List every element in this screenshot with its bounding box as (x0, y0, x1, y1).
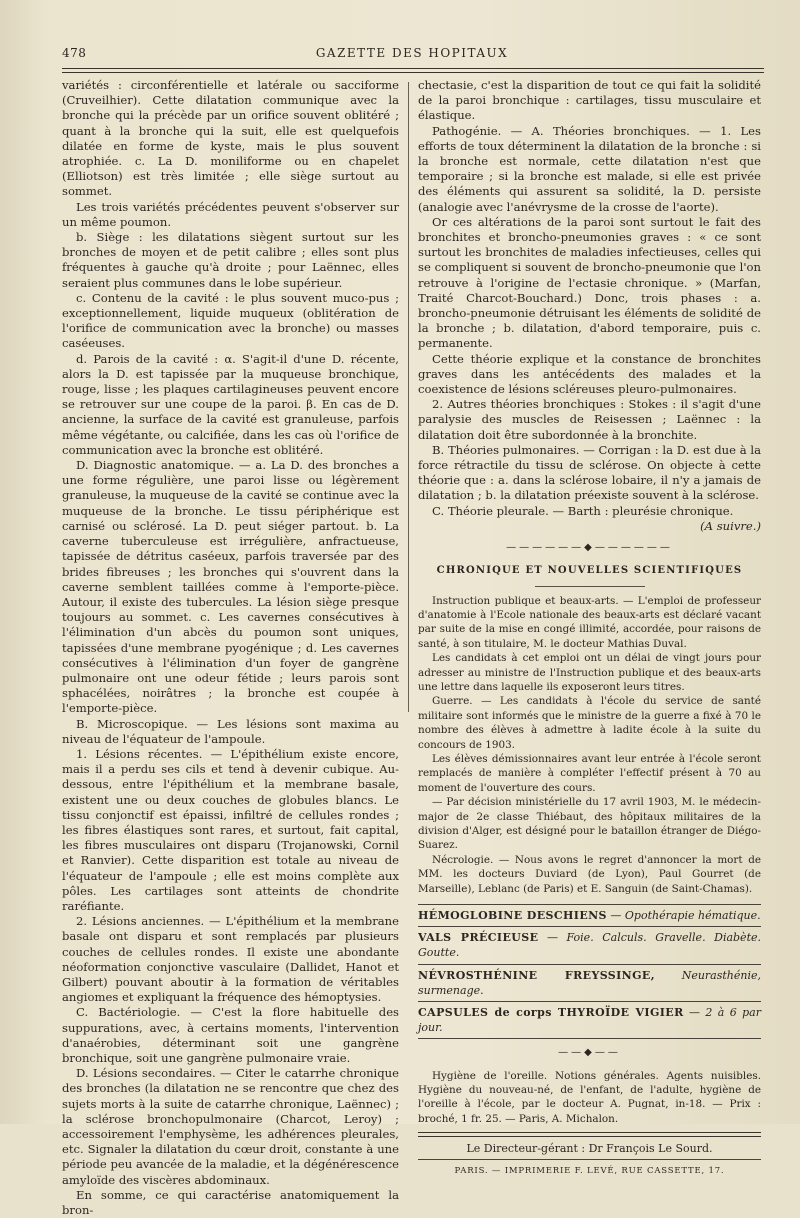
paragraph: c. Contenu de la cavité : le plus souvent muco-pus ; exceptionnellement, liquide muqueux (oblitération de l'orifice de communication avec la bronche) ou masses caséeuses. (62, 290, 399, 351)
book-notice: Hygiène de l'oreille. Notions générales. Agents nuisibles. Hygiène du nouveau-né, de l'enfant, de l'adulte, hygiène de l'oreille à l'école, par le docteur A. Pugnat, in-18. — Prix : broché, 1 fr. 25. — Paris, A. Michalon. (418, 1069, 761, 1125)
news-item: Les candidats à cet emploi ont un délai de vingt jours pour adresser au ministre de l'Instruction publique et des beaux-arts une lettre dans laquelle ils exposeront leurs titres. (418, 652, 761, 693)
advertisement (418, 968, 761, 998)
ad-rule (418, 1001, 761, 1002)
ad-product-name: HÉMOGLOBINE DESCHIENS (418, 909, 607, 923)
journal-title: GAZETTE DES HOPITAUX (315, 46, 509, 60)
ad-description: Neurasthénie, surmenage. (418, 968, 761, 997)
paragraph: Pathogénie. — A. Théories bronchiques. — 1. Les efforts de toux déterminent la dilatation de la bronche : si la bronche est normale, cette dilatation n'est que temporaire ; si la bronche est malade, si elle est privée des éléments qui assurent sa solidité, la D. persiste (analogie avec l'anévrysme de la crosse de l'aorte). (418, 123, 761, 214)
page-number: 478 (62, 46, 87, 60)
title-rule (535, 586, 645, 587)
printer-line: PARIS. — IMPRIMERIE F. LEVÉ, RUE CASSETTE, 17. (454, 1166, 725, 1177)
paragraph: En somme, ce qui caractérise anatomiquement la bron- (62, 1187, 399, 1218)
column-separator (408, 82, 409, 712)
paragraph: Cette théorie explique et la constance de bronchites graves dans les antécédents des malades et la coexistence de lésions scléreuses pleuro-pulmonaires. (418, 351, 761, 397)
news-item: Les élèves démissionnaires avant leur entrée à l'école seront remplacés de manière à compléter l'effectif présent à 70 au moment de l'ouverture des cours. (418, 752, 761, 794)
ornament-divider: ——◆—— (558, 1047, 621, 1059)
advertisement (418, 1005, 761, 1035)
paragraph: variétés : circonférentielle et latérale ou sacciforme (Cruveilhier). Cette dilatation communique avec la bronche qui la précède par un orifice souvent oblitéré ; quant à la bronche qui la suit, elle est quelquefois dilatée en forme de kyste, mais le plus souvent atrophiée. c. La D. moniliforme ou en chapelet (Elliotson) est très limitée ; elle siège surtout au sommet. (62, 78, 399, 199)
news-item: Guerre. — Les candidats à l'école du service de santé militaire sont informés que le ministre de la guerre a fixé à 70 le nombre des élèves à admettre à ladite école à la suite du concours de 1903. (418, 695, 761, 751)
news-item: Nécrologie. — Nous avons le regret d'annoncer la mort de MM. les docteurs Duviard (de Lyon), Paul Gourret (de Marseille), Leblanc (de Paris) et E. Sanguin (de Saint-Chamas). (418, 853, 761, 895)
to-be-continued: (A suivre.) (700, 518, 761, 533)
news-item: Instruction publique et beaux-arts. — L'emploi de professeur d'anatomie à l'Ecole nationale des beaux-arts est déclaré vacant par suite de la mise en congé illimité, accordée, pour raisons de santé, à son titulaire, M. le docteur Mathias Duval. (418, 594, 761, 650)
footer-rule (418, 1132, 761, 1137)
ad-rule (418, 1038, 761, 1039)
news-item: — Par décision ministérielle du 17 avril 1903, M. le médecin-major de 2e classe Thiébaut, des hôpitaux militaires de la division d'Alger, est désigné pour le bataillon étranger de Diégo-Suarez. (418, 796, 761, 852)
paragraph: Les trois variétés précédentes peuvent s'observer sur un même poumon. (62, 199, 399, 229)
left-column (62, 78, 399, 1218)
paragraph: B. Théories pulmonaires. — Corrigan : la D. est due à la force rétractile du tissu de sclérose. On objecte à cette théorie que : a. dans la sclérose lobaire, il n'y a jamais de dilatation ; b. la dilatation préexiste souvent à la sclérose. (418, 442, 761, 503)
footer-thin-rule (418, 1159, 761, 1160)
paragraph: chectasie, c'est la disparition de tout ce qui fait la solidité de la paroi bronchique : cartilages, tissu musculaire et élastique. (418, 78, 761, 123)
advertisement (418, 908, 761, 923)
paragraph: 2. Lésions anciennes. — L'épithélium et la membrane basale ont disparu et sont remplacés par plusieurs couches de cellules rondes. Il existe une abondante néoformation conjonctive vasculaire (Dallidet, Hanot et Gilbert) pouvant aboutir à la formation de véritables angiomes et expliquant la fréquence des hémoptysies. (62, 914, 399, 1005)
paragraph: C. Théorie pleurale. — Barth : pleurésie chronique. (432, 503, 734, 518)
paragraph: Or ces altérations de la paroi sont surtout le fait des bronchites et broncho-pneumonies graves : « ce sont surtout les bronchites de maladies infectieuses, celles qui se compliquent si souvent de broncho-pneumonie que l'on retrouve à l'origine de l'ectasie chronique. » (Marfan, Traité Charcot-Bouchard.) Donc, trois phases : a. broncho-pneumonie détruisant les éléments de solidité de la bronche ; b. dilatation, d'abord temporaire, puis c. permanente. (418, 214, 761, 351)
ad-product-name: NÉVROSTHÉNINE FREYSSINGE, (418, 968, 655, 982)
ad-description: — Opothérapie hématique. (610, 909, 761, 923)
paragraph: 1. Lésions récentes. — L'épithélium existe encore, mais il a perdu ses cils et tend à devenir cubique. Au-dessous, entre l'épithélium et la membrane basale, existent une ou deux couches de globules blancs. Le tissu conjonctif est épaissi, infiltré de cellules rondes ; les fibres élastiques sont rares, et surtout, fait capital, les fibres musculaires ont disparu (Trojanowski, Cornil et Ranvier). Cette disparition est totale au niveau de l'équateur de l'ampoule ; elle est moins complète aux pôles. Les cartilages sont atteints de chondrite raréfiante. (62, 746, 399, 913)
paragraph: D. Diagnostic anatomique. — a. La D. des bronches a une forme régulière, une paroi lisse ou légèrement granuleuse, la muqueuse de la cavité se continue avec la muqueuse de la bronche. Le tissu périphérique est carnisé ou sclérosé. La D. peut siéger partout. b. La caverne tuberculeuse est irrégulière, anfractueuse, tapissée de détritus caséeux, parfois traversée par des brides fibreuses ; les bronches qui s'ouvrent dans la caverne semblent taillées comme à l'emporte-pièce. Autour, il existe des tubercules. La lésion siège presque toujours au sommet. c. Les cavernes consécutives à l'élimination d'un abcès du poumon sont uniques, tapissées d'une membrane pyogénique ; d. Les cavernes consécutives à l'élimination d'un foyer de gangrène pulmonaire ont une odeur fétide ; leurs parois sont sphacélées, noirâtres ; la bronche est coupée à l'emporte-pièce. (62, 458, 399, 716)
ad-product-name: VALS PRÉCIEUSE (418, 931, 539, 945)
advertisement (418, 930, 761, 960)
ornament-divider: ——————◆—————— (506, 542, 673, 554)
ad-description: — Foie. Calculs. Gravelle. Diabète. Goutte. (418, 931, 761, 960)
ad-description: — 2 à 6 par jour. (418, 1006, 761, 1035)
ad-product-name: CAPSULES de corps THYROÏDE VIGIER (418, 1006, 684, 1020)
paragraph: b. Siège : les dilatations siègent surtout sur les bronches de moyen et de petit calibre ; elles sont plus fréquentes à gauche qu'à droite ; pour Laënnec, elles seraient plus communes dans le lobe supérieur. (62, 230, 399, 290)
paragraph: D. Lésions secondaires. — Citer le catarrhe chronique des bronches (la dilatation ne se rencontre que chez des sujets morts à la suite de catarrhe chronique, Laënnec) ; la sclérose bronchopulmonaire (Charcot, Leroy) ; accessoirement l'emphysème, les adhérences pleurales, etc. Signaler la dilatation du cœur droit, constante à une période peu avancée de la maladie, et la dégénérescence amyloïde des viscères abdominaux. (62, 1066, 399, 1187)
page-header (62, 44, 762, 64)
ad-rule (418, 904, 761, 905)
paragraph: 2. Autres théories bronchiques : Stokes : il s'agit d'une paralysie des muscles de Reisessen ; Laënnec : la dilatation doit être subordonnée à la bronchite. (418, 397, 761, 442)
paragraph: C. Bactériologie. — C'est la flore habituelle des suppurations, avec, à certains moments, l'intervention d'anaérobies, déterminant soit une gangrène bronchique, soit une gangrène pulmonaire vraie. (62, 1005, 399, 1065)
section-heading: B. Microscopique. — Les lésions sont maxima au niveau de l'équateur de l'ampoule. (62, 716, 399, 746)
right-column (418, 78, 761, 1180)
section-title: CHRONIQUE ET NOUVELLES SCIENTIFIQUES (436, 565, 743, 577)
paragraph: d. Parois de la cavité : α. S'agit-il d'une D. récente, alors la D. est tapissée par la muqueuse bronchique, rouge, lisse ; les plaques cartilagineuses peuvent encore se retrouver sur une coupe de la paroi. β. En cas de D. ancienne, la surface de la cavité est granuleuse, parfois même végétante, ou calcifiée, dans les cas où l'orifice de communication avec la bronche est oblitéré. (62, 351, 399, 457)
header-rule (62, 68, 764, 73)
ad-rule (418, 926, 761, 927)
editor-line: Le Directeur-gérant : Dr François Le Sourd. (466, 1142, 713, 1156)
ad-rule (418, 964, 761, 965)
